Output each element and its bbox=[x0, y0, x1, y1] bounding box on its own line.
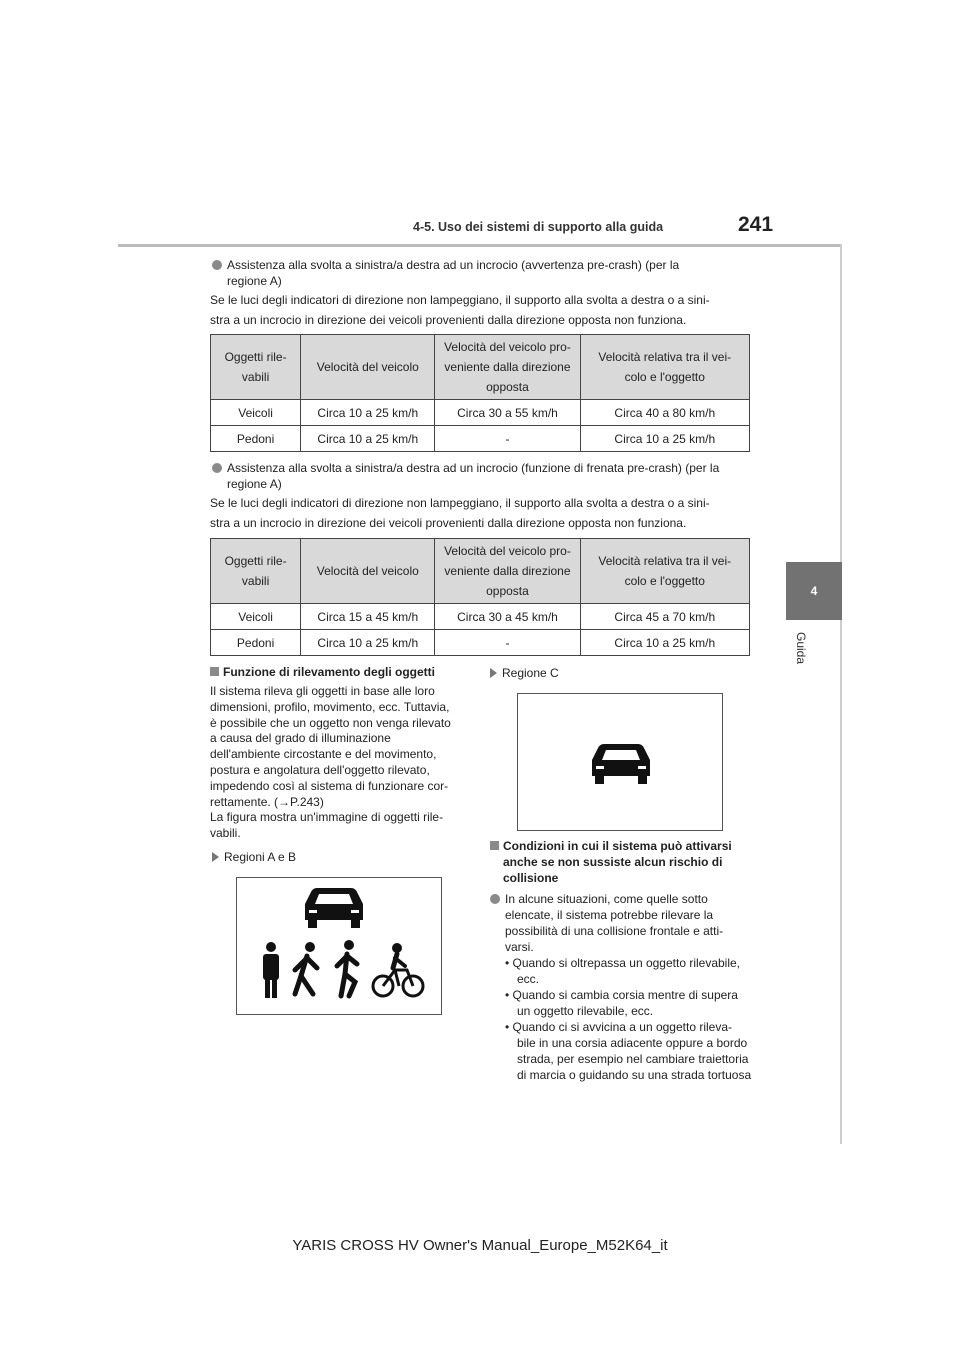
bullet-text: Assistenza alla svolta a sinistra/a destra ad un incrocio (funzione di frenata pre-crash) (per la bbox=[227, 461, 720, 475]
list-item: • Quando ci si avvicina a un oggetto rileva- bile in una corsia adiacente oppure a bordo strada, per esempio nel cambiare traiettoria di marcia o guidando su una strada tortuosa bbox=[505, 1020, 752, 1082]
chapter-tab[interactable]: 4 bbox=[786, 562, 842, 620]
page-number: 241 bbox=[738, 213, 774, 236]
table-header-oncoming-speed: Velocità del veicolo pro- veniente dalla direzione opposta bbox=[435, 335, 580, 400]
section-title: 4-5. Uso dei sistemi di supporto alla guida bbox=[413, 220, 664, 234]
list-item: • Quando si cambia corsia mentre di supera un oggetto rilevabile, ecc. bbox=[505, 988, 738, 1018]
table-row bbox=[211, 426, 750, 452]
table-cell: Circa 10 a 25 km/h bbox=[301, 630, 435, 656]
table-cell: Circa 10 a 25 km/h bbox=[580, 630, 749, 656]
table-cell: - bbox=[435, 630, 580, 656]
table-cell: Circa 45 a 70 km/h bbox=[580, 604, 749, 630]
table-cell: Circa 15 a 45 km/h bbox=[301, 604, 435, 630]
header-divider bbox=[118, 244, 842, 247]
conditions-list bbox=[505, 955, 753, 1083]
table-cell: Pedoni bbox=[211, 630, 301, 656]
detection-paragraph: Il sistema rileva gli oggetti in base alle loro dimensioni, profilo, movimento, ecc. Tuttavia, è possibile che un oggetto non venga rilevato a causa del grado di illuminazione dell'ambiente circostante e del movimento, postura e angolatura dell'oggetto rilevato, impedendo così al sistema di funzionare cor- rettamente. (→P.243) La figura mostra un'immagine di oggetti rile- vabili. bbox=[210, 684, 451, 841]
document-footer: YARIS CROSS HV Owner's Manual_Europe_M52K64_it bbox=[292, 1237, 668, 1254]
table-row bbox=[211, 400, 750, 426]
bullet-continuation: regione A) bbox=[227, 274, 282, 288]
car-icon bbox=[305, 888, 363, 928]
table-header-objects: Oggetti rile- vabili bbox=[211, 335, 301, 400]
figure-caption: Regioni A e B bbox=[212, 850, 296, 864]
pedestrian-running-icon bbox=[337, 940, 357, 996]
bullet-item bbox=[212, 257, 752, 273]
chapter-label: Guida bbox=[794, 632, 808, 665]
bullet-dot-icon bbox=[212, 463, 222, 473]
cyclist-icon bbox=[373, 943, 423, 996]
pedestrian-walking-icon bbox=[295, 942, 317, 994]
speed-table-warning bbox=[210, 334, 750, 452]
bullet-continuation: regione A) bbox=[227, 477, 282, 491]
bullet-dot-icon bbox=[212, 260, 222, 270]
table-row bbox=[211, 604, 750, 630]
table-cell: Circa 10 a 25 km/h bbox=[301, 426, 435, 452]
table-cell: Circa 30 a 45 km/h bbox=[435, 604, 580, 630]
table-cell: Circa 10 a 25 km/h bbox=[301, 400, 435, 426]
table-cell: Veicoli bbox=[211, 604, 301, 630]
section-heading: Funzione di rilevamento degli oggetti bbox=[210, 664, 435, 680]
bullet-dot-icon bbox=[490, 894, 500, 904]
figure-region-c bbox=[517, 693, 723, 831]
paragraph-line: stra a un incrocio in direzione dei veicoli provenienti dalla direzione opposta non funziona. bbox=[210, 313, 687, 327]
table-header-vehicle-speed: Velocità del veicolo bbox=[301, 335, 435, 400]
arrow-right-icon bbox=[212, 852, 219, 862]
table-cell: Pedoni bbox=[211, 426, 301, 452]
table-row bbox=[211, 630, 750, 656]
list-item: • Quando si oltrepassa un oggetto rilevabile, ecc. bbox=[505, 956, 741, 986]
table-cell: - bbox=[435, 426, 580, 452]
side-divider bbox=[840, 244, 842, 1144]
figure-caption: Regione C bbox=[490, 666, 559, 680]
table-header-relative-speed: Velocità relativa tra il vei- colo e l'oggetto bbox=[580, 335, 749, 400]
table-cell: Veicoli bbox=[211, 400, 301, 426]
conditions-bullet: In alcune situazioni, come quelle sotto elencate, il sistema potrebbe rilevare la possibilità di una collisione frontale e atti- varsi. bbox=[490, 891, 755, 955]
speed-table-braking bbox=[210, 538, 750, 656]
car-illustration bbox=[518, 694, 722, 830]
car-icon bbox=[592, 744, 650, 784]
paragraph-line: Se le luci degli indicatori di direzione non lampeggiano, il supporto alla svolta a destra o a sini- bbox=[210, 293, 710, 307]
paragraph-line: Se le luci degli indicatori di direzione non lampeggiano, il supporto alla svolta a destra o a sini- bbox=[210, 496, 710, 510]
pedestrian-standing-icon bbox=[263, 942, 279, 998]
table-cell: Circa 30 a 55 km/h bbox=[435, 400, 580, 426]
table-cell: Circa 40 a 80 km/h bbox=[580, 400, 749, 426]
detectable-objects-illustration bbox=[237, 878, 441, 1014]
bullet-item bbox=[212, 460, 752, 476]
table-header-vehicle-speed: Velocità del veicolo bbox=[301, 539, 435, 604]
bullet-text: Assistenza alla svolta a sinistra/a destra ad un incrocio (avvertenza pre-crash) (per la bbox=[227, 258, 680, 272]
square-bullet-icon bbox=[490, 841, 499, 850]
paragraph-line: stra a un incrocio in direzione dei veicoli provenienti dalla direzione opposta non funziona. bbox=[210, 516, 687, 530]
table-header-objects: Oggetti rile- vabili bbox=[211, 539, 301, 604]
arrow-right-icon bbox=[490, 668, 497, 678]
table-cell: Circa 10 a 25 km/h bbox=[580, 426, 749, 452]
square-bullet-icon bbox=[210, 667, 219, 676]
table-header-relative-speed: Velocità relativa tra il vei- colo e l'oggetto bbox=[580, 539, 749, 604]
section-heading: Condizioni in cui il sistema può attivarsi anche se non sussiste alcun rischio di collisione bbox=[490, 838, 752, 886]
figure-regions-ab bbox=[236, 877, 442, 1015]
table-header-oncoming-speed: Velocità del veicolo pro- veniente dalla direzione opposta bbox=[435, 539, 580, 604]
